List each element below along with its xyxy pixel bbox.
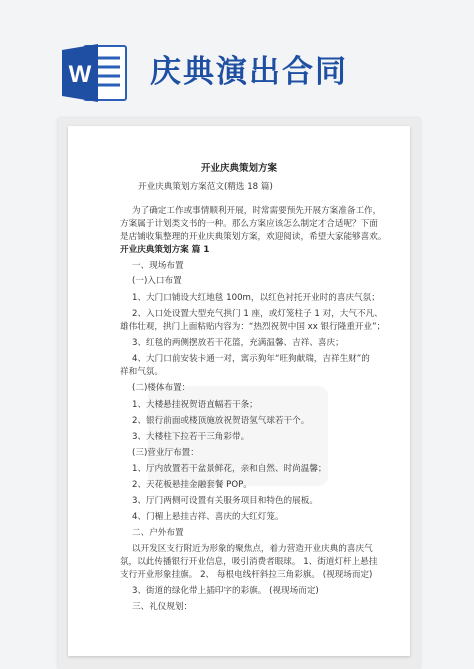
- document-line: (三)营业厅布置：: [132, 448, 199, 458]
- document-line: 1、大门口铺设大红地毯 100m，以红色衬托开业时的喜庆气氛；: [132, 293, 380, 303]
- document-line: 祥和气氛。: [120, 367, 163, 377]
- document-line: 2、天花板悬挂金融套餐 POP。: [132, 480, 252, 490]
- document-line: 3、大楼柱下拉若干三角彩带。: [132, 432, 250, 442]
- document-line: (二)楼体布置：: [132, 383, 191, 393]
- document-line: 二、户外布置: [132, 528, 184, 538]
- word-document-icon: [62, 42, 128, 104]
- banner: [0, 0, 474, 118]
- document-line: 4、门楣上悬挂吉祥、喜庆的大红灯笼。: [132, 512, 284, 522]
- document-line: 为了确定工作或事情顺利开展，时常需要预先开展方案准备工作，: [132, 206, 382, 216]
- document-line: 2、银行前面或楼顶施放祝贺语氢气球若干个。: [132, 416, 310, 426]
- word-logo-letter: W: [68, 61, 92, 88]
- document-line: 雄伟壮观，拱门上面粘贴内容为：“热烈祝贺中国 xx 银行隆重开业”；: [120, 322, 386, 332]
- document-line: 4、大门口前安装卡通一对，寓示狗年“旺狗献瑞，吉祥生财”的: [132, 354, 370, 364]
- document-line: 3、街道的绿化带上插印字的彩旗。 (视现场而定): [132, 586, 319, 596]
- document-line: 氛，以此传播银行开业信息，吸引消费者眼球。 1、街道灯杆上悬挂: [120, 557, 378, 567]
- document-line: 三、礼仪规划：: [132, 602, 193, 612]
- document-line: 3、厅门两侧可设置有关服务项目和特色的展板。: [132, 496, 318, 506]
- document-line: 2、入口处设置大型充气拱门 1 座，或灯笼柱子 1 对，大气不凡、: [132, 309, 383, 319]
- document-line: 3、红毯的两侧摆放若干花篮，充满温馨、吉祥、喜庆；: [132, 338, 344, 348]
- banner-title: 庆典演出合同: [150, 54, 348, 90]
- document-line: 一、现场布置: [132, 261, 184, 271]
- document-line: 以开发区支行附近为形象的聚焦点，着力营造开业庆典的喜庆气: [132, 544, 373, 554]
- document-line: 支行开业形象挂旗。 2、 每根电线杆斜拉三角彩旗。 (视现场而定): [120, 570, 373, 580]
- document-line: 1、大楼悬挂祝贺语直幅若干条；: [132, 400, 258, 410]
- section-heading: 开业庆典策划方案 篇 1: [120, 245, 210, 255]
- document-line: 开业庆典策划方案范文(精选 18 篇): [138, 182, 273, 192]
- document-page: [68, 126, 410, 656]
- document-line: 方案属于计划类文书的一种。那么方案应该怎么制定才合适呢？下面: [120, 219, 378, 229]
- document-line: 是店铺收集整理的开业庆典策划方案，欢迎阅读，希望大家能够喜欢。: [120, 232, 387, 242]
- document-title: 开业庆典策划方案: [200, 163, 277, 174]
- document-line: (一)入口布置: [132, 276, 182, 286]
- document-line: 1、厅内放置若干盆景鲜花，亲和自然、时尚温馨；: [132, 464, 327, 474]
